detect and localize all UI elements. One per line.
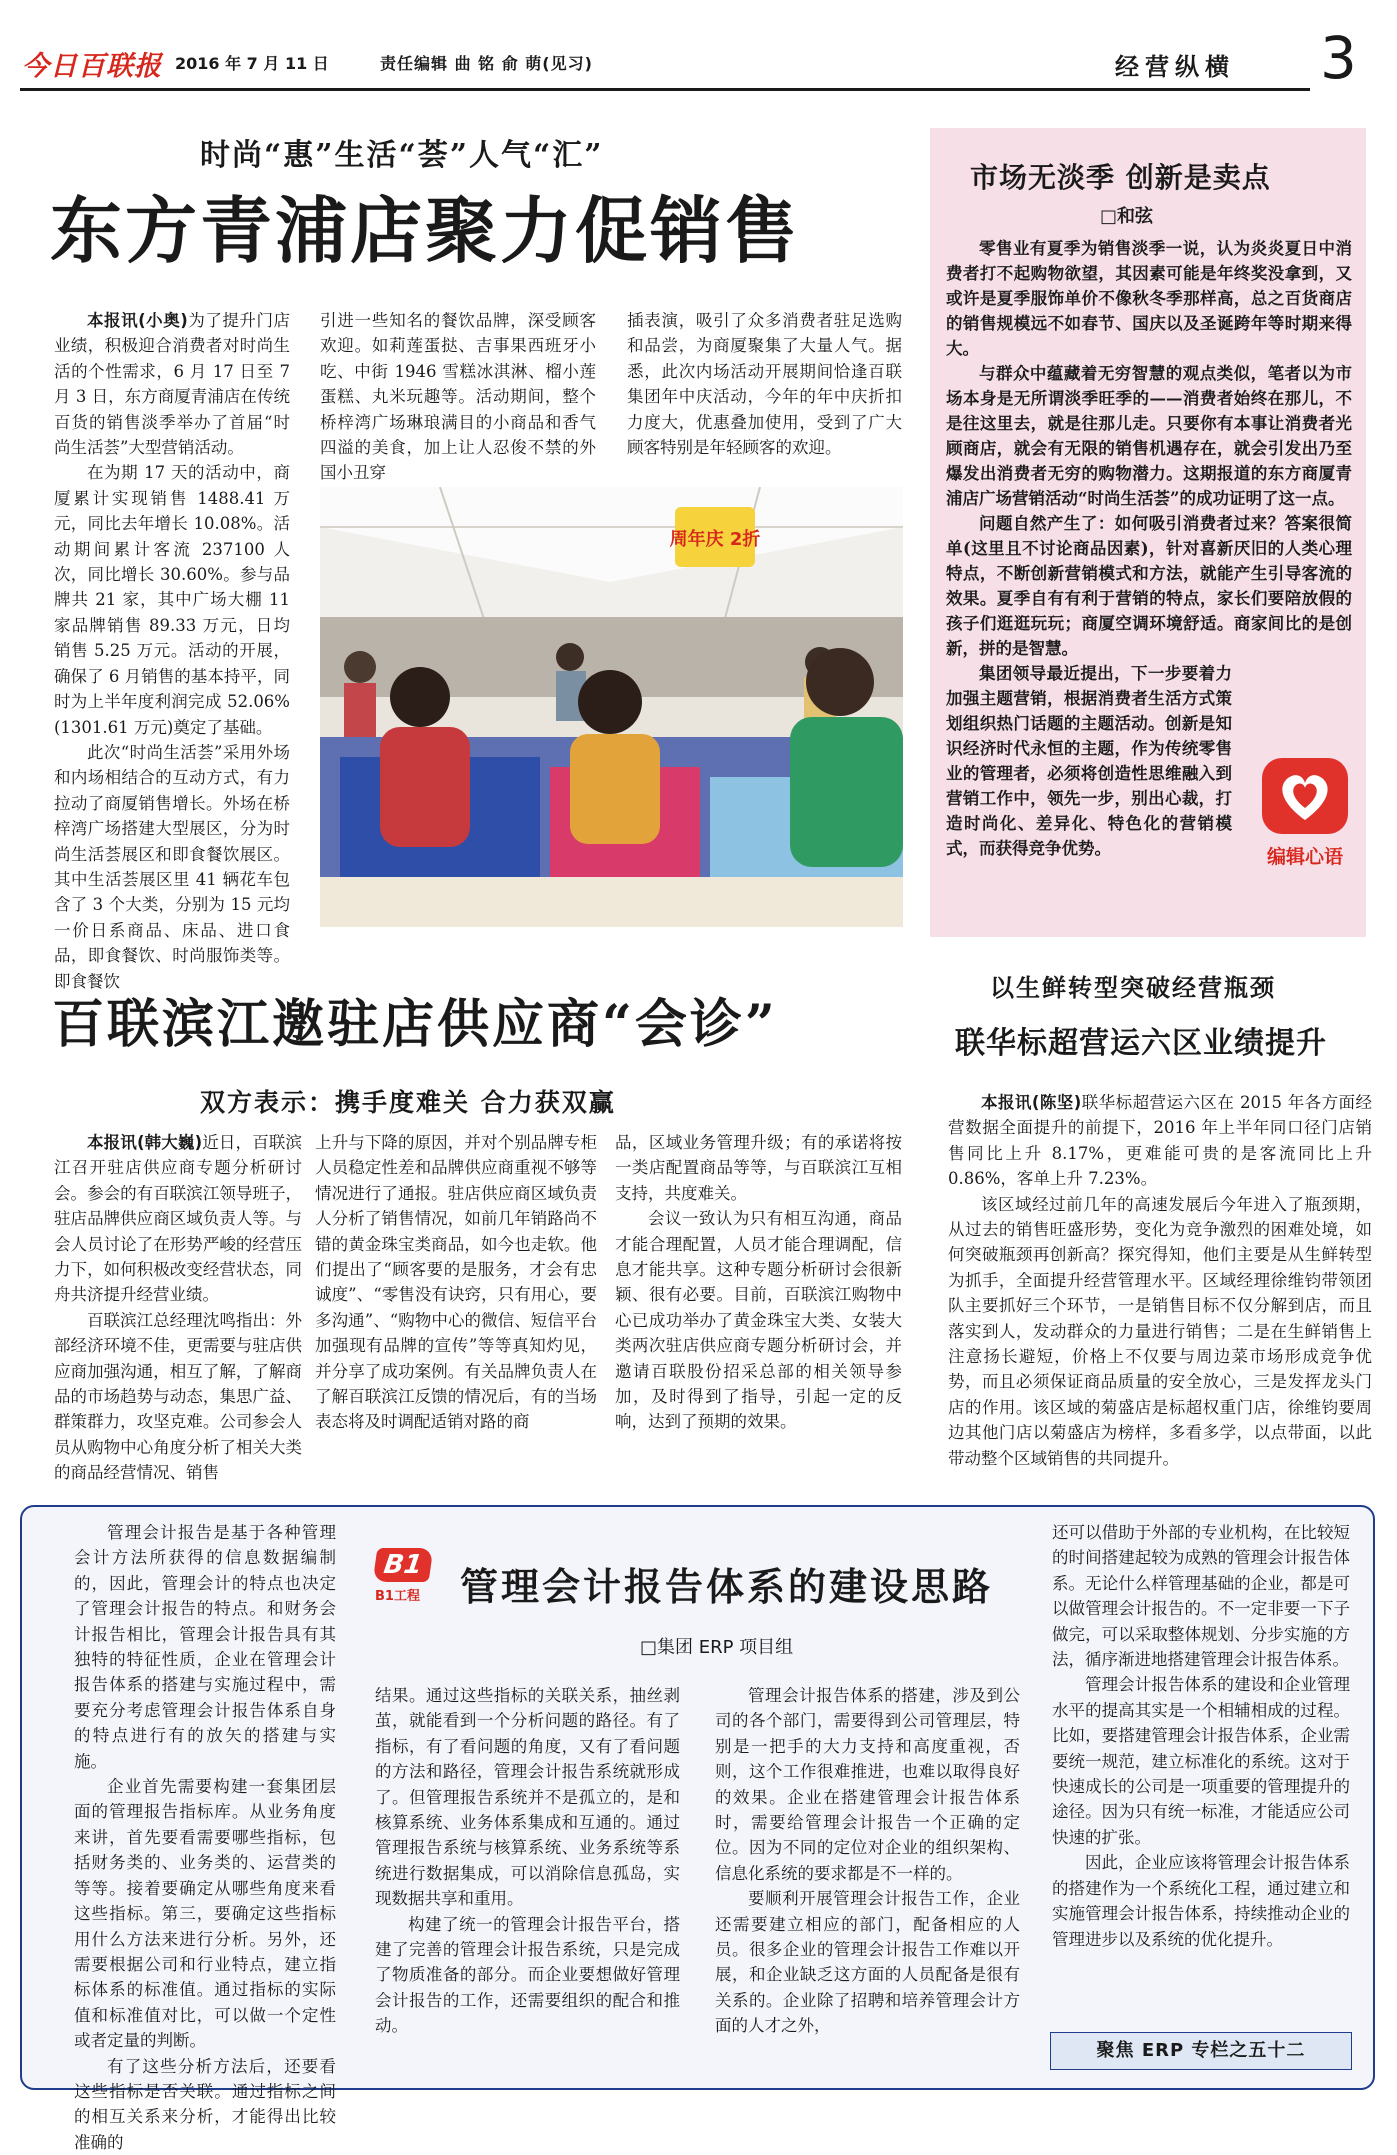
article1-column-2 (320, 308, 596, 486)
article2-column-1 (54, 1130, 302, 1486)
paragraph: 有了这些分析方法后，还要看这些指标是否关联。通过指标之间的相互关系来分析，才能得出比较准确的 (74, 2056, 336, 2152)
paragraph: 构建了统一的管理会计报告平台，搭建了完善的管理会计报告系统，只是完成了物质准备的部分。而企业要想做好管理会计报告的工作，还需要组织的配合和推动。 (375, 1914, 680, 2036)
b1-logo-text: B1工程 (375, 1589, 420, 1604)
paragraph: 管理会计报告体系的建设和企业管理水平的提高其实是一个相辅相成的过程。比如，要搭建管理会计报告体系，企业需要统一规范，建立标准化的系统。这对于快速成长的公司是一项重要的管理提升的途径。因为只有统一标准，才能适应公司快速的扩张。 (1052, 1675, 1350, 1847)
paragraph: 集团领导最近提出，下一步要着力加强主题营销，根据消费者生活方式策划组织热门话题的主题活动。创新是知识经济时代永恒的主题，作为传统零售业的管理者，必须将创造性思维融入到营销工作中，领先一步，别出心裁，打造时尚化、差异化、特色化的营销模式，而获得竞争优势。 (946, 664, 1232, 858)
paragraph: 引进一些知名的餐饮品牌，深受顾客欢迎。如莉莲蛋挞、吉事果西班牙小吃、中街 1946 雪糕冰淇淋、榴小莲蛋糕、丸米玩趣等。活动期间，整个桥梓湾广场琳琅满目的小商品和香气四溢的美食，加上让人忍俊不禁的外国小丑穿 (320, 311, 596, 483)
badge-label: 编辑心语 (1266, 846, 1343, 868)
article2-column-3 (615, 1130, 902, 1435)
article1-column-3 (627, 308, 902, 460)
paragraph: 管理会计报告体系的搭建，涉及到公司的各个部门，需要得到公司管理层，特别是一把手的大力支持和高度重视，否则，这个工作很难推进，也难以取得良好的效果。企业在搭建管理会计报告体系时，需要给管理会计报告一个正确的定位。因为不同的定位对企业的组织架构、信息化系统的要求都是不一样的。 (715, 1686, 1020, 1883)
editorial-author: □和弦 (1100, 206, 1154, 227)
paragraph: 问题自然产生了：如何吸引消费者过来？答案很简单(这里且不讨论商品因素)，针对喜新厌旧的人类心理特点，不断创新营销模式和方法，就能产生引导客流的效果。夏季自有有利于营销的特点，家长们要陪放假的孩子们逛逛玩玩；商厦空调环境舒适。商家间比的是创新，拼的是智慧。 (946, 514, 1352, 658)
photo-sign: 周年庆 2折 (669, 529, 761, 550)
byline: 本报讯(韩大巍) (87, 1133, 203, 1152)
article1-column-1 (54, 308, 290, 994)
masthead (22, 44, 162, 82)
article1-kicker: 时尚“惠”生活“荟”人气“汇” (200, 138, 604, 173)
issue-date: 2016 年 7 月 11 日 (175, 54, 329, 73)
paragraph: 百联滨江总经理沈鸣指出：外部经济环境不佳，更需要与驻店供应商加强沟通，相互了解，了解商品的市场趋势与动态，集思广益、群策群力，攻坚克难。公司参会人员从购物中心角度分析了相关大类的商品经营情况、销售 (54, 1310, 302, 1483)
paragraph: 此次“时尚生活荟”采用外场和内场相结合的互动方式，有力拉动了商厦销售增长。外场在桥梓湾广场搭建大型展区，分为时尚生活荟展区和即食餐饮展区。其中生活荟展区里 41 辆花车包含了 3 个大类，分别为 15 元均一价日系商品、床品、进口食品，即食餐饮、时尚服饰类等。即食餐饮 (54, 742, 290, 991)
paragraph: 本报讯(小奥)为了提升门店业绩，积极迎合消费者对时尚生活的个性需求，6 月 17 日至 7 月 3 日，东方商厦青浦店在传统百货的销售淡季举办了首届“时尚生活荟”大型营销活动。 (54, 311, 291, 458)
paragraph: 上升与下降的原因，并对个别品牌专柜人员稳定性差和品牌供应商重视不够等情况进行了通报。驻店供应商区域负责人分析了销售情况，如前几年销路尚不错的黄金珠宝类商品，如今也走软。他们提出了“顾客要的是服务，才会有忠诚度”、“零售没有诀窍，只有用心，要多沟通”、“购物中心的微信、短信平台加强现有品牌的宣传”等等真知灼见，并分享了成功案例。有关品牌负责人在了解百联滨江反馈的情况后，有的当场表态将及时调配适销对路的商 (315, 1133, 597, 1432)
paragraph: 品，区域业务管理升级；有的承诺将按一类店配置商品等等，与百联滨江互相支持，共度难关。 (615, 1133, 902, 1203)
paragraph: 因此，企业应该将管理会计报告体系的搭建作为一个系统化工程，通过建立和实施管理会计报告体系，持续推动企业的管理进步以及系统的优化提升。 (1052, 1853, 1350, 1949)
byline: 本报讯(小奥) (87, 311, 188, 330)
article2-headline: 百联滨江邀驻店供应商“会诊” (52, 994, 778, 1055)
article3-headline: 联华标超营运六区业绩提升 (955, 1026, 1327, 1061)
paragraph: 还可以借助于外部的专业机构，在比较短的时间搭建起较为成熟的管理会计报告体系。无论什么样管理基础的企业，都是可以做管理会计报告的。不一定非要一下子做完，可以采取整体规划、分步实施的方法，循序渐进地搭建管理会计报告体系。 (1052, 1523, 1350, 1670)
header-rule (20, 88, 1310, 91)
paragraph: 企业首先需要构建一套集团层面的管理报告指标库。从业务角度来讲，首先要看需要哪些指标，包括财务类的、业务类的、运营类的等等。接着要确定从哪些角度来看这些指标。第三，要确定这些指标用什么方法来进行分析。另外，还需要根据公司和行业特点，建立指标体系的标准值。通过指标的实际值和标准值对比，可以做一个定性或者定量的判断。 (74, 1777, 336, 2051)
paragraph: 本报讯(陈坚)联华标超营运六区在 2015 年各方面经营数据全面提升的前提下，2016 年上半年同口径门店销售同比上升 8.17%，更难能可贵的是客流同比上升 0.86%，客单上升 7.23%。 (948, 1093, 1372, 1189)
article4-column-4 (1052, 1520, 1350, 1952)
b1-logo-mark: B1 (373, 1548, 434, 1582)
byline: 本报讯(陈坚) (981, 1093, 1082, 1112)
paragraph: 管理会计报告是基于各种管理会计方法所获得的信息数据编制的，因此，管理会计的特点也决定了管理会计报告的特点。和财务会计报告相比，管理会计报告具有其独特的特征性质，企业在管理会计报告体系的搭建与实施过程中，需要充分考虑管理会计报告体系自身的特点进行有的放矢的搭建与实施。 (74, 1523, 336, 1771)
paragraph: 会议一致认为只有相互沟通，商品才能合理配置，人员才能合理调配，信息才能共享。这种专题分析研讨会很新颖、很有必要。目前，百联滨江购物中心已成功举办了黄金珠宝大类、女装大类两次驻店供应商专题分析研讨会，并邀请百联股份招采总部的相关领导参加，及时得到了指导，引起一定的反响，达到了预期的效果。 (615, 1209, 902, 1432)
paragraph: 该区域经过前几年的高速发展后今年进入了瓶颈期，从过去的销售旺盛形势，变化为竞争激烈的困难处境，如何突破瓶颈再创新高？探究得知，他们主要是从生鲜转型为抓手，全面提升经营管理水平。区域经理徐维钧带领团队主要抓好三个环节，一是销售目标不仅分解到店，而且落实到人，发动群众的力量进行销售；二是在生鲜销售上注意扬长避短，价格上不仅要与周边菜市场形成竞争优势，而且必须保证商品质量的安全放心，三是发挥龙头门店的作用。该区域的菊盛店是标超权重门店，徐维钧要周边其他门店以菊盛店为榜样，多看多学，以点带面，以此带动整个区域销售的共同提升。 (948, 1194, 1372, 1468)
paragraph: 插表演，吸引了众多消费者驻足选购和品尝，为商厦聚集了大量人气。据悉，此次内场活动开展期间恰逢百联集团年中庆活动，今年的年中庆折扣力度大，优惠叠加使用，受到了广大顾客特别是年轻顾客的欢迎。 (627, 311, 902, 458)
article2-column-2 (315, 1130, 597, 1435)
paragraph: 本报讯(韩大巍)近日，百联滨江召开驻店供应商专题分析研讨会。参会的有百联滨江领导班子，驻店品牌供应商区域负责人等。与会人员讨论了在形势严峻的经营压力下，如何积极改变经营状态，同舟共济提升经营业绩。 (54, 1133, 302, 1305)
paper-name: 今日百联报 (22, 51, 162, 82)
photo-illustration (320, 487, 903, 927)
section-name: 经营纵横 (1115, 52, 1235, 81)
article1-headline: 东方青浦店聚力促销售 (50, 189, 801, 273)
article4-column-1 (74, 1520, 336, 2155)
b1-logo (375, 1548, 445, 1610)
paragraph: 在为期 17 天的活动中，商厦累计实现销售 1488.41 万元，同比去年增长 10.08%。活动期间累计客流 237100 人次，同比增长 30.60%。参与品牌共 21 家，其中广场大棚 11 家品牌销售 89.33 万元，日均销售 5.25 万元。活动的开展，确保了 6 月销售的基本持平，同时为上半年度利润完成 52.06%(1301.61 万元)奠定了基础。 (54, 463, 290, 737)
page-number: 3 (1320, 24, 1357, 92)
editors-credit: 责任编辑 曲 铭 俞 萌(见习) (380, 54, 593, 73)
article3-body (948, 1090, 1372, 1471)
article2-subtitle: 双方表示：携手度难关 合力获双赢 (200, 1088, 616, 1117)
article4-headline: 管理会计报告体系的建设思路 (460, 1565, 994, 1609)
article4-column-3 (715, 1683, 1020, 2039)
column-tag: 聚焦 ERP 专栏之五十二 (1050, 2032, 1352, 2070)
editorial-badge (1255, 756, 1355, 876)
paragraph: 结果。通过这些指标的关联关系，抽丝剥茧，就能看到一个分析问题的路径。有了指标，有了看问题的角度，又有了看问题的方法和路径，管理会计报告系统就形成了。但管理报告系统并不是孤立的，是和核算系统、业务体系集成和互通的。通过管理报告系统与核算系统、业务系统等系统进行数据集成，可以消除信息孤岛，实现数据共享和重用。 (375, 1686, 680, 1909)
article4-column-2 (375, 1683, 680, 2039)
heart-icon (1260, 756, 1350, 836)
promotion-photo (320, 487, 903, 927)
editorial-title: 市场无淡季 创新是卖点 (970, 161, 1271, 194)
paragraph: 零售业有夏季为销售淡季一说，认为炎炎夏日中消费者打不起购物欲望，其因素可能是年终奖没拿到，又或许是夏季服饰单价不像秋冬季那样高，总之百货商店的销售规模远不如春节、国庆以及圣诞跨年等时期来得大。 (946, 239, 1352, 358)
paragraph: 与群众中蕴藏着无穷智慧的观点类似，笔者以为市场本身是无所谓淡季旺季的——消费者始终在那儿，不是往这里去，就是往那儿走。只要你有本事让消费者光顾商店，就会有无限的销售机遇存在，就会引发出乃至爆发出消费者无穷的购物潜力。这期报道的东方商厦青浦店广场营销活动“时尚生活荟”的成功证明了这一点。 (946, 364, 1352, 508)
article3-kicker: 以生鲜转型突破经营瓶颈 (990, 974, 1276, 1002)
paragraph: 要顺利开展管理会计报告工作，企业还需要建立相应的部门，配备相应的人员。很多企业的管理会计报告工作难以开展，和企业缺乏这方面的人员配备是很有关系的。企业除了招聘和培养管理会计方面的人才之外， (715, 1889, 1020, 2036)
article4-author: □集团 ERP 项目组 (640, 1637, 794, 1658)
